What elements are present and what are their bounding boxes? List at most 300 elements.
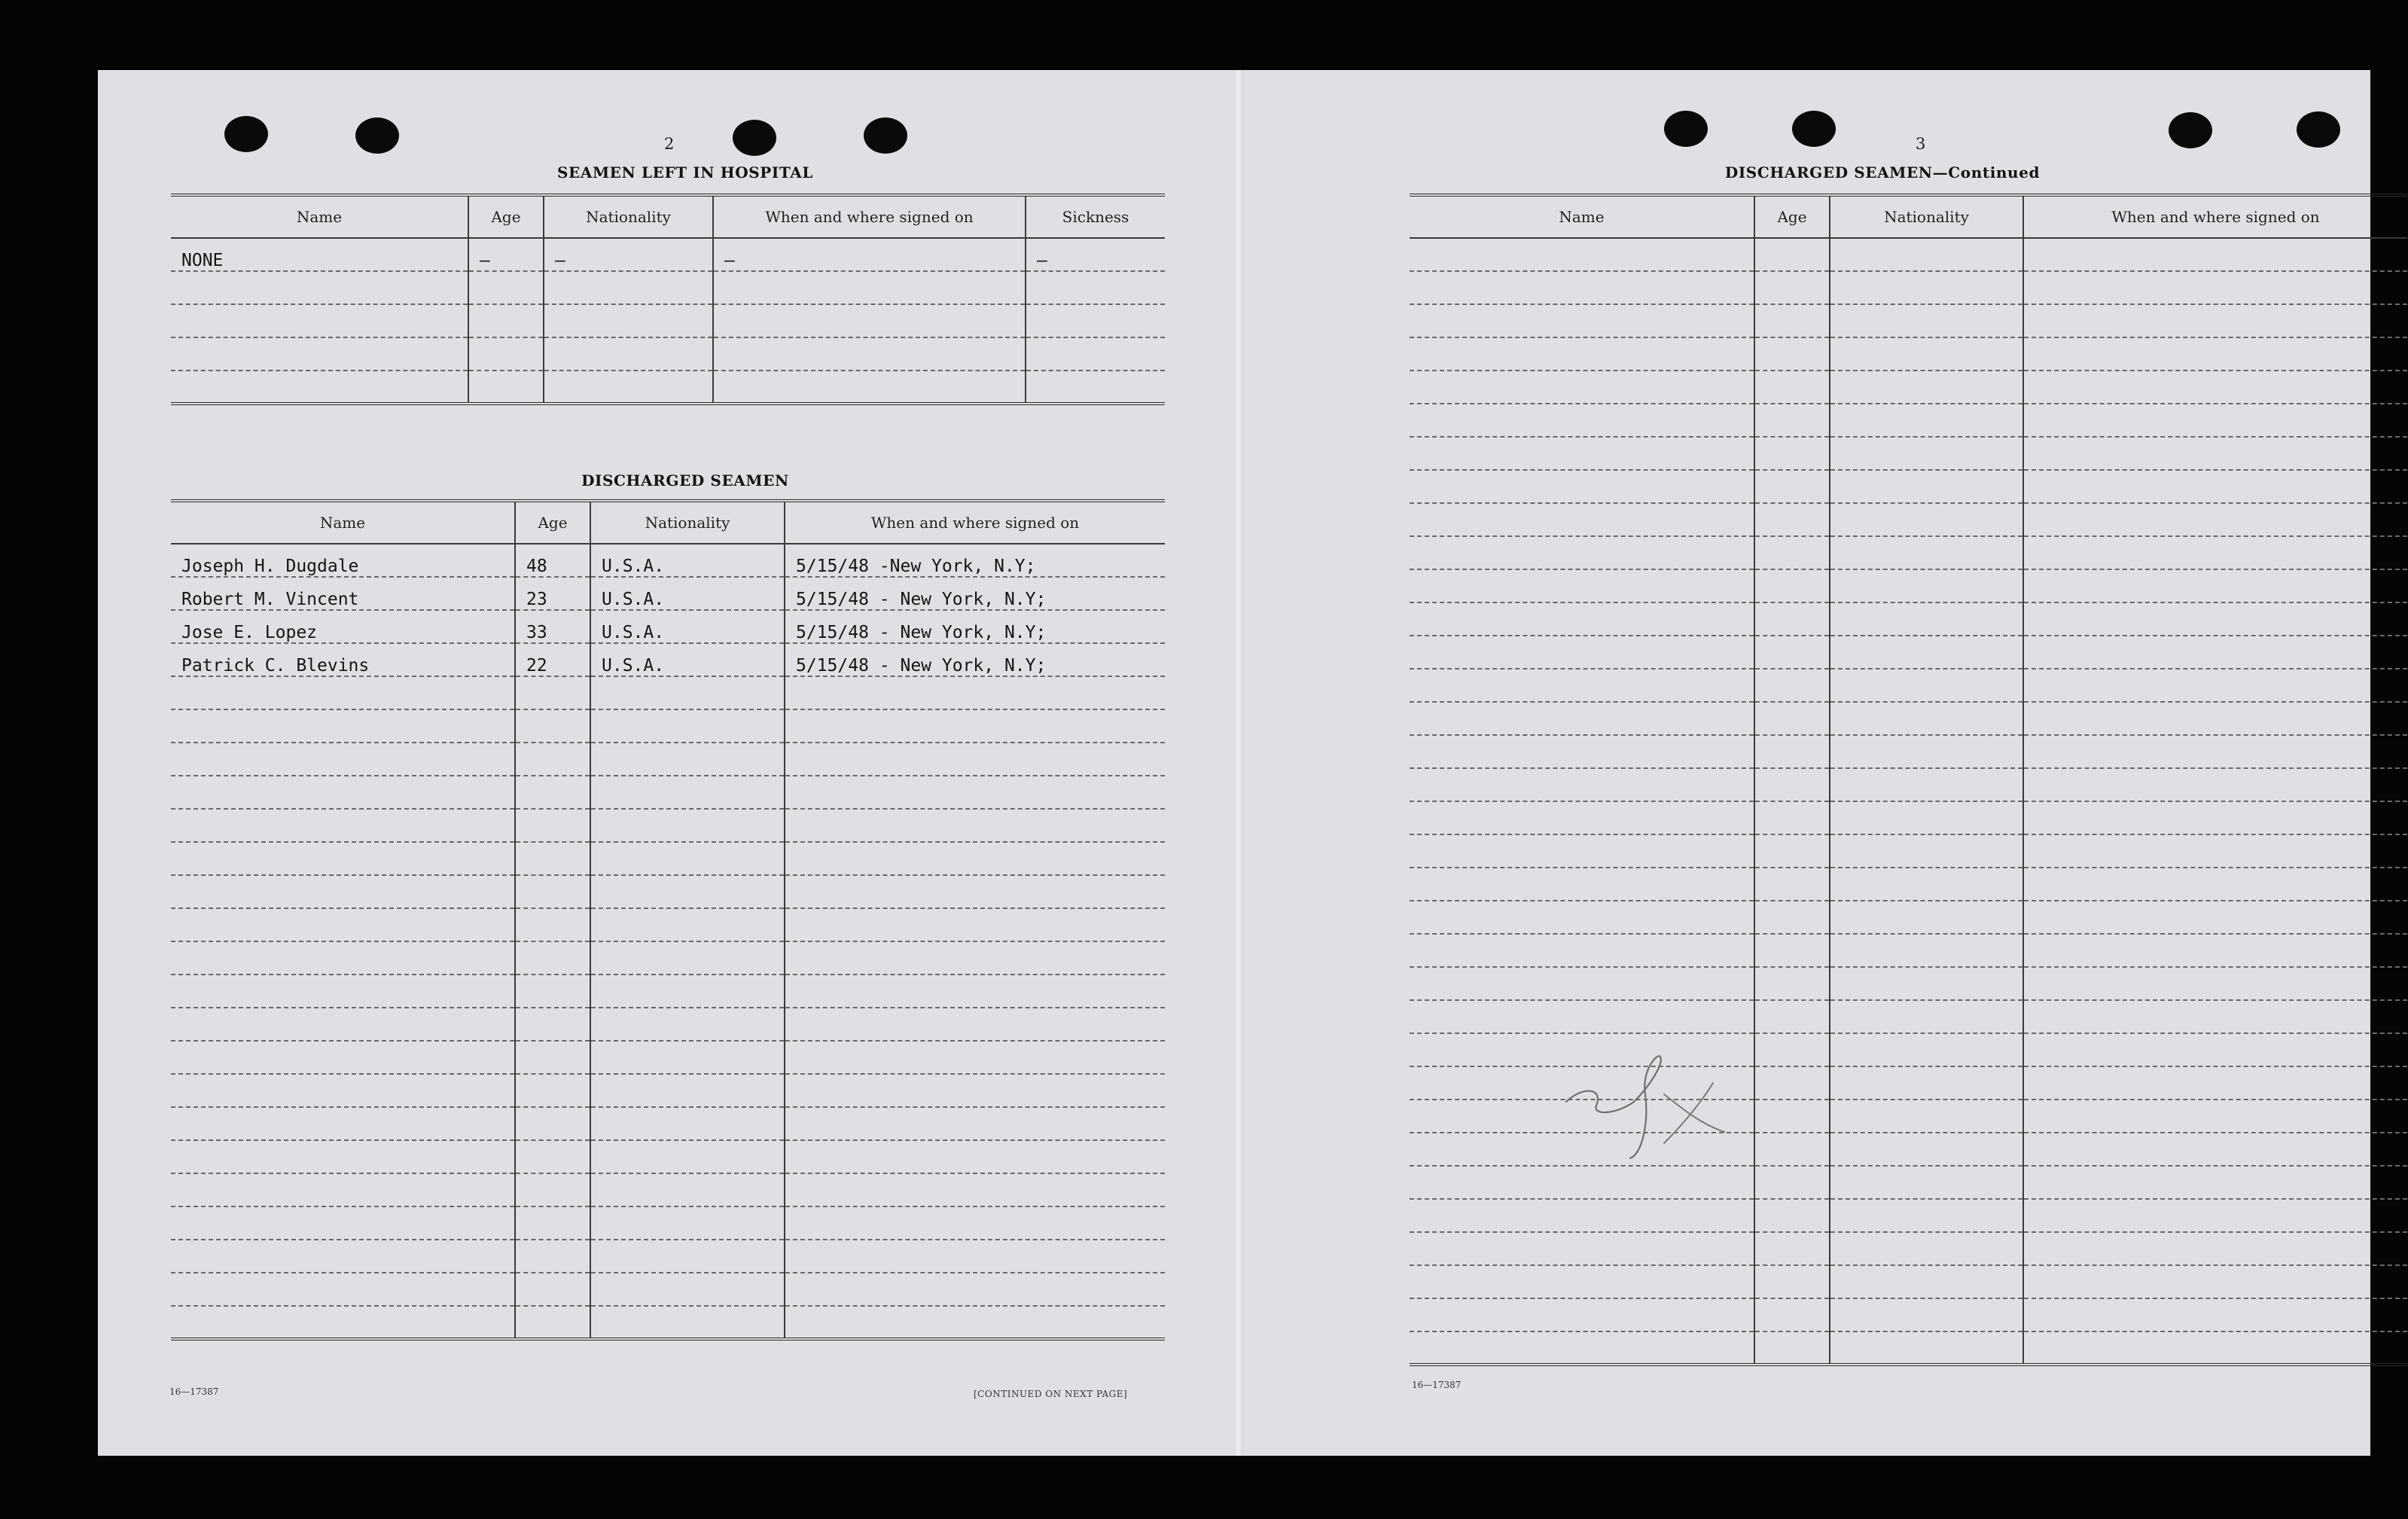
table-cell bbox=[1410, 834, 1754, 868]
table-cell: 33 bbox=[515, 610, 590, 643]
table-cell bbox=[468, 271, 544, 304]
table-cell bbox=[171, 1173, 515, 1206]
table-cell bbox=[171, 1041, 515, 1074]
blank-row bbox=[171, 941, 1165, 975]
table-cell bbox=[785, 1173, 1165, 1206]
table-cell bbox=[1026, 371, 1165, 404]
blank-row bbox=[1410, 702, 2407, 735]
form-sheet bbox=[98, 70, 2370, 1456]
table-cell bbox=[1754, 1331, 1830, 1365]
table-cell bbox=[785, 676, 1165, 709]
table-row bbox=[171, 304, 1165, 337]
punch-hole bbox=[2169, 112, 2212, 148]
table-cell bbox=[590, 1173, 785, 1206]
table-cell bbox=[2023, 1100, 2407, 1133]
blank-row bbox=[171, 809, 1165, 842]
table-cell bbox=[1754, 470, 1830, 503]
table-cell bbox=[171, 1206, 515, 1240]
form-number-left: 16—17387 bbox=[169, 1386, 219, 1397]
table-cell bbox=[468, 337, 544, 371]
table-cell: Jose E. Lopez bbox=[171, 610, 515, 643]
table-cell bbox=[2023, 901, 2407, 934]
blank-row bbox=[171, 1041, 1165, 1074]
table-cell bbox=[1410, 238, 1754, 271]
blank-row bbox=[1410, 371, 2407, 404]
table-cell bbox=[2023, 1033, 2407, 1066]
table-cell bbox=[1754, 636, 1830, 669]
table-cell bbox=[515, 1140, 590, 1173]
table-cell bbox=[1410, 404, 1754, 437]
hospital-table bbox=[171, 194, 1165, 405]
table-cell bbox=[1754, 801, 1830, 834]
table-cell bbox=[1410, 304, 1754, 337]
table-cell bbox=[590, 1041, 785, 1074]
table-cell bbox=[1754, 602, 1830, 636]
table-row bbox=[171, 337, 1165, 371]
table-cell bbox=[1830, 337, 2023, 371]
table-cell: 5/15/48 - New York, N.Y; bbox=[785, 577, 1165, 610]
table-cell bbox=[1754, 1100, 1830, 1133]
column-header: Nationality bbox=[590, 501, 785, 544]
table-cell bbox=[1830, 1000, 2023, 1033]
table-cell bbox=[171, 1074, 515, 1107]
table-cell bbox=[1754, 1033, 1830, 1066]
table-row bbox=[171, 577, 1165, 610]
table-cell bbox=[1830, 437, 2023, 470]
table-cell bbox=[2023, 238, 2407, 271]
table-cell bbox=[1830, 1265, 2023, 1298]
table-cell bbox=[1410, 768, 1754, 801]
table-cell bbox=[2023, 602, 2407, 636]
discharged-continued-heading bbox=[1468, 163, 2297, 181]
table-cell bbox=[171, 1008, 515, 1041]
table-cell bbox=[590, 676, 785, 709]
blank-row bbox=[171, 1008, 1165, 1041]
table-cell bbox=[2023, 503, 2407, 536]
blank-row bbox=[1410, 868, 2407, 901]
table-cell bbox=[171, 975, 515, 1008]
table-cell bbox=[1410, 569, 1754, 602]
table-cell bbox=[544, 337, 713, 371]
table-cell bbox=[1754, 404, 1830, 437]
table-cell bbox=[2023, 1331, 2407, 1365]
table-cell: U.S.A. bbox=[590, 544, 785, 577]
table-cell bbox=[1830, 1066, 2023, 1100]
table-cell bbox=[785, 1273, 1165, 1306]
table-cell bbox=[1754, 304, 1830, 337]
table-cell bbox=[1754, 735, 1830, 768]
table-cell bbox=[1830, 1100, 2023, 1133]
table-cell bbox=[2023, 669, 2407, 702]
table-row bbox=[171, 544, 1165, 577]
blank-row bbox=[1410, 569, 2407, 602]
blank-row bbox=[171, 776, 1165, 809]
table-cell bbox=[515, 908, 590, 941]
table-cell bbox=[1410, 1199, 1754, 1232]
table-cell bbox=[171, 809, 515, 842]
table-cell bbox=[2023, 768, 2407, 801]
table-cell bbox=[2023, 702, 2407, 735]
table-cell bbox=[1754, 503, 1830, 536]
table-cell bbox=[1410, 967, 1754, 1000]
table-cell bbox=[1830, 967, 2023, 1000]
punch-hole bbox=[1664, 111, 1708, 147]
table-cell bbox=[785, 975, 1165, 1008]
table-cell bbox=[515, 1306, 590, 1339]
table-cell: – bbox=[544, 238, 713, 271]
table-cell bbox=[515, 842, 590, 875]
table-cell bbox=[1754, 271, 1830, 304]
table-cell bbox=[785, 908, 1165, 941]
table-cell bbox=[468, 304, 544, 337]
punch-hole bbox=[733, 120, 776, 156]
form-number-right: 16—17387 bbox=[1412, 1380, 1462, 1390]
column-header: Age bbox=[1754, 195, 1830, 238]
table-cell bbox=[2023, 1133, 2407, 1166]
table-cell bbox=[1410, 669, 1754, 702]
table-cell bbox=[1830, 1331, 2023, 1365]
blank-row bbox=[1410, 1265, 2407, 1298]
table-cell bbox=[171, 676, 515, 709]
table-cell bbox=[1830, 404, 2023, 437]
table-cell bbox=[590, 709, 785, 743]
table-cell bbox=[590, 1306, 785, 1339]
table-cell bbox=[590, 1074, 785, 1107]
blank-row bbox=[1410, 1331, 2407, 1365]
right-page bbox=[1242, 70, 2370, 1456]
punch-hole bbox=[1792, 111, 1836, 147]
table-cell bbox=[1754, 967, 1830, 1000]
table-cell bbox=[1410, 602, 1754, 636]
blank-row bbox=[1410, 735, 2407, 768]
table-cell bbox=[171, 1140, 515, 1173]
table-cell bbox=[171, 1273, 515, 1306]
blank-row bbox=[171, 1240, 1165, 1273]
table-cell bbox=[1830, 470, 2023, 503]
table-cell bbox=[515, 975, 590, 1008]
blank-row bbox=[171, 975, 1165, 1008]
table-cell: – bbox=[713, 238, 1026, 271]
table-cell bbox=[2023, 868, 2407, 901]
table-cell bbox=[1830, 503, 2023, 536]
table-cell bbox=[1830, 735, 2023, 768]
table-cell bbox=[1830, 371, 2023, 404]
table-cell bbox=[2023, 437, 2407, 470]
blank-row bbox=[1410, 271, 2407, 304]
continued-suffix: —Continued bbox=[1932, 163, 2041, 181]
blank-row bbox=[1410, 934, 2407, 967]
table-cell bbox=[785, 709, 1165, 743]
discharged-continued-title: DISCHARGED SEAMEN bbox=[1724, 163, 1933, 181]
table-cell bbox=[2023, 1265, 2407, 1298]
table-cell: Joseph H. Dugdale bbox=[171, 544, 515, 577]
table-cell bbox=[515, 1206, 590, 1240]
table-cell bbox=[1410, 702, 1754, 735]
table-cell: U.S.A. bbox=[590, 610, 785, 643]
table-cell bbox=[1410, 868, 1754, 901]
table-cell bbox=[1410, 901, 1754, 934]
column-header: When and where signed on bbox=[785, 501, 1165, 544]
table-cell bbox=[1754, 868, 1830, 901]
table-cell bbox=[2023, 934, 2407, 967]
table-cell bbox=[171, 304, 468, 337]
table-cell bbox=[785, 1074, 1165, 1107]
blank-row bbox=[171, 1140, 1165, 1173]
table-cell bbox=[2023, 735, 2407, 768]
table-cell bbox=[590, 975, 785, 1008]
blank-row bbox=[171, 875, 1165, 908]
table-cell bbox=[515, 776, 590, 809]
blank-row bbox=[1410, 1166, 2407, 1199]
table-cell bbox=[2023, 536, 2407, 569]
table-cell bbox=[2023, 1199, 2407, 1232]
table-cell bbox=[1830, 702, 2023, 735]
blank-row bbox=[1410, 437, 2407, 470]
punch-hole bbox=[224, 116, 268, 152]
table-cell bbox=[2023, 801, 2407, 834]
page-number-right: 3 bbox=[1916, 135, 1926, 153]
table-cell bbox=[590, 1140, 785, 1173]
blank-row bbox=[1410, 1199, 2407, 1232]
table-cell bbox=[468, 371, 544, 404]
table-cell bbox=[1830, 1033, 2023, 1066]
table-cell bbox=[1410, 271, 1754, 304]
blank-row bbox=[1410, 834, 2407, 868]
table-cell bbox=[1830, 271, 2023, 304]
table-cell bbox=[785, 809, 1165, 842]
table-cell bbox=[2023, 1166, 2407, 1199]
blank-row bbox=[1410, 404, 2407, 437]
table-cell bbox=[1830, 868, 2023, 901]
table-cell bbox=[590, 908, 785, 941]
blank-row bbox=[1410, 1232, 2407, 1265]
table-cell bbox=[171, 776, 515, 809]
table-cell bbox=[1754, 702, 1830, 735]
table-cell bbox=[515, 743, 590, 776]
column-header: Sickness bbox=[1026, 195, 1165, 238]
table-cell bbox=[515, 1107, 590, 1140]
blank-row bbox=[171, 1173, 1165, 1206]
table-cell bbox=[1754, 1133, 1830, 1166]
blank-row bbox=[171, 908, 1165, 941]
table-row bbox=[171, 238, 1165, 271]
blank-row bbox=[1410, 470, 2407, 503]
table-cell bbox=[1830, 304, 2023, 337]
table-row bbox=[171, 610, 1165, 643]
column-header: When and where signed on bbox=[2023, 195, 2407, 238]
table-cell bbox=[1754, 1066, 1830, 1100]
discharged-heading: DISCHARGED SEAMEN bbox=[581, 471, 789, 490]
table-cell: 23 bbox=[515, 577, 590, 610]
table-cell bbox=[1410, 470, 1754, 503]
table-cell: – bbox=[468, 238, 544, 271]
page-number-left: 2 bbox=[664, 135, 675, 153]
table-cell bbox=[1830, 1199, 2023, 1232]
table-cell bbox=[515, 709, 590, 743]
table-cell bbox=[171, 941, 515, 975]
table-cell bbox=[1754, 1298, 1830, 1331]
table-cell bbox=[2023, 371, 2407, 404]
table-cell bbox=[1830, 1166, 2023, 1199]
table-cell: 48 bbox=[515, 544, 590, 577]
table-cell bbox=[1754, 768, 1830, 801]
table-cell bbox=[1830, 834, 2023, 868]
table-cell bbox=[515, 1173, 590, 1206]
blank-row bbox=[171, 1074, 1165, 1107]
table-cell bbox=[590, 1107, 785, 1140]
punch-hole bbox=[2297, 111, 2340, 148]
table-cell bbox=[1026, 271, 1165, 304]
table-cell bbox=[1830, 238, 2023, 271]
table-cell bbox=[2023, 569, 2407, 602]
blank-row bbox=[171, 743, 1165, 776]
table-cell: – bbox=[1026, 238, 1165, 271]
table-cell bbox=[1754, 337, 1830, 371]
table-cell bbox=[515, 1240, 590, 1273]
table-cell: Patrick C. Blevins bbox=[171, 643, 515, 676]
discharged-table bbox=[171, 499, 1165, 1341]
table-cell bbox=[1830, 669, 2023, 702]
blank-row bbox=[171, 1107, 1165, 1140]
left-page bbox=[98, 70, 1242, 1456]
table-cell bbox=[785, 875, 1165, 908]
table-cell bbox=[171, 371, 468, 404]
table-cell bbox=[2023, 470, 2407, 503]
table-cell bbox=[2023, 304, 2407, 337]
table-cell bbox=[785, 941, 1165, 975]
table-cell bbox=[590, 842, 785, 875]
table-cell bbox=[1754, 437, 1830, 470]
table-cell bbox=[2023, 1066, 2407, 1100]
table-cell bbox=[1410, 1166, 1754, 1199]
table-cell bbox=[785, 743, 1165, 776]
table-cell bbox=[544, 304, 713, 337]
table-cell bbox=[1410, 503, 1754, 536]
table-cell bbox=[544, 271, 713, 304]
table-cell bbox=[785, 1140, 1165, 1173]
table-cell bbox=[713, 337, 1026, 371]
table-cell bbox=[785, 842, 1165, 875]
table-cell bbox=[515, 875, 590, 908]
table-cell bbox=[2023, 967, 2407, 1000]
column-header: Name bbox=[171, 501, 515, 544]
table-cell bbox=[785, 776, 1165, 809]
table-cell bbox=[713, 271, 1026, 304]
table-cell bbox=[590, 875, 785, 908]
blank-row bbox=[1410, 536, 2407, 569]
table-cell bbox=[1830, 901, 2023, 934]
table-cell bbox=[171, 842, 515, 875]
table-cell bbox=[1026, 304, 1165, 337]
table-cell: 5/15/48 - New York, N.Y; bbox=[785, 643, 1165, 676]
table-cell bbox=[515, 1041, 590, 1074]
table-cell bbox=[1410, 1232, 1754, 1265]
table-cell bbox=[1410, 1265, 1754, 1298]
table-cell: 5/15/48 - New York, N.Y; bbox=[785, 610, 1165, 643]
table-cell: 5/15/48 -New York, N.Y; bbox=[785, 544, 1165, 577]
table-cell bbox=[515, 1074, 590, 1107]
table-cell bbox=[785, 1008, 1165, 1041]
table-row bbox=[171, 371, 1165, 404]
table-cell bbox=[1754, 1166, 1830, 1199]
table-cell bbox=[590, 743, 785, 776]
table-cell bbox=[1830, 536, 2023, 569]
table-cell bbox=[1830, 768, 2023, 801]
table-cell bbox=[515, 1008, 590, 1041]
table-cell bbox=[1830, 934, 2023, 967]
table-cell bbox=[1754, 238, 1830, 271]
column-header: Nationality bbox=[544, 195, 713, 238]
table-cell bbox=[590, 941, 785, 975]
table-cell bbox=[1754, 669, 1830, 702]
blank-row bbox=[1410, 503, 2407, 536]
table-cell bbox=[590, 776, 785, 809]
table-cell bbox=[544, 371, 713, 404]
table-cell bbox=[1410, 437, 1754, 470]
table-cell bbox=[1410, 1331, 1754, 1365]
table-cell bbox=[515, 941, 590, 975]
table-cell bbox=[1410, 337, 1754, 371]
table-cell bbox=[171, 1240, 515, 1273]
column-header: Age bbox=[468, 195, 544, 238]
blank-row bbox=[1410, 801, 2407, 834]
table-cell bbox=[1830, 1133, 2023, 1166]
column-header: Name bbox=[1410, 195, 1754, 238]
table-cell bbox=[1754, 536, 1830, 569]
table-cell bbox=[2023, 636, 2407, 669]
table-cell bbox=[713, 371, 1026, 404]
table-cell bbox=[171, 1107, 515, 1140]
table-cell bbox=[590, 809, 785, 842]
table-cell bbox=[1410, 371, 1754, 404]
table-cell bbox=[1754, 1000, 1830, 1033]
table-cell bbox=[1410, 801, 1754, 834]
column-header: Name bbox=[171, 195, 468, 238]
table-cell bbox=[785, 1240, 1165, 1273]
blank-row bbox=[1410, 1298, 2407, 1331]
table-cell bbox=[1830, 602, 2023, 636]
table-cell bbox=[1754, 1199, 1830, 1232]
blank-row bbox=[1410, 636, 2407, 669]
table-cell bbox=[785, 1206, 1165, 1240]
table-cell bbox=[1410, 1298, 1754, 1331]
table-cell bbox=[1830, 1298, 2023, 1331]
table-cell bbox=[1410, 735, 1754, 768]
table-cell bbox=[1754, 569, 1830, 602]
table-cell bbox=[2023, 1298, 2407, 1331]
blank-row bbox=[171, 676, 1165, 709]
table-cell bbox=[2023, 404, 2407, 437]
table-row bbox=[171, 643, 1165, 676]
table-cell: 22 bbox=[515, 643, 590, 676]
table-cell bbox=[171, 709, 515, 743]
table-cell bbox=[171, 1306, 515, 1339]
table-cell bbox=[1830, 801, 2023, 834]
table-cell bbox=[1410, 636, 1754, 669]
table-cell bbox=[1754, 1265, 1830, 1298]
table-cell bbox=[1830, 636, 2023, 669]
table-row bbox=[171, 271, 1165, 304]
table-cell bbox=[1754, 834, 1830, 868]
table-cell bbox=[515, 809, 590, 842]
table-cell bbox=[713, 304, 1026, 337]
table-cell bbox=[171, 875, 515, 908]
table-cell bbox=[2023, 337, 2407, 371]
hospital-heading: SEAMEN LEFT IN HOSPITAL bbox=[556, 163, 814, 181]
table-cell bbox=[171, 908, 515, 941]
blank-row bbox=[1410, 768, 2407, 801]
table-cell bbox=[1754, 1232, 1830, 1265]
